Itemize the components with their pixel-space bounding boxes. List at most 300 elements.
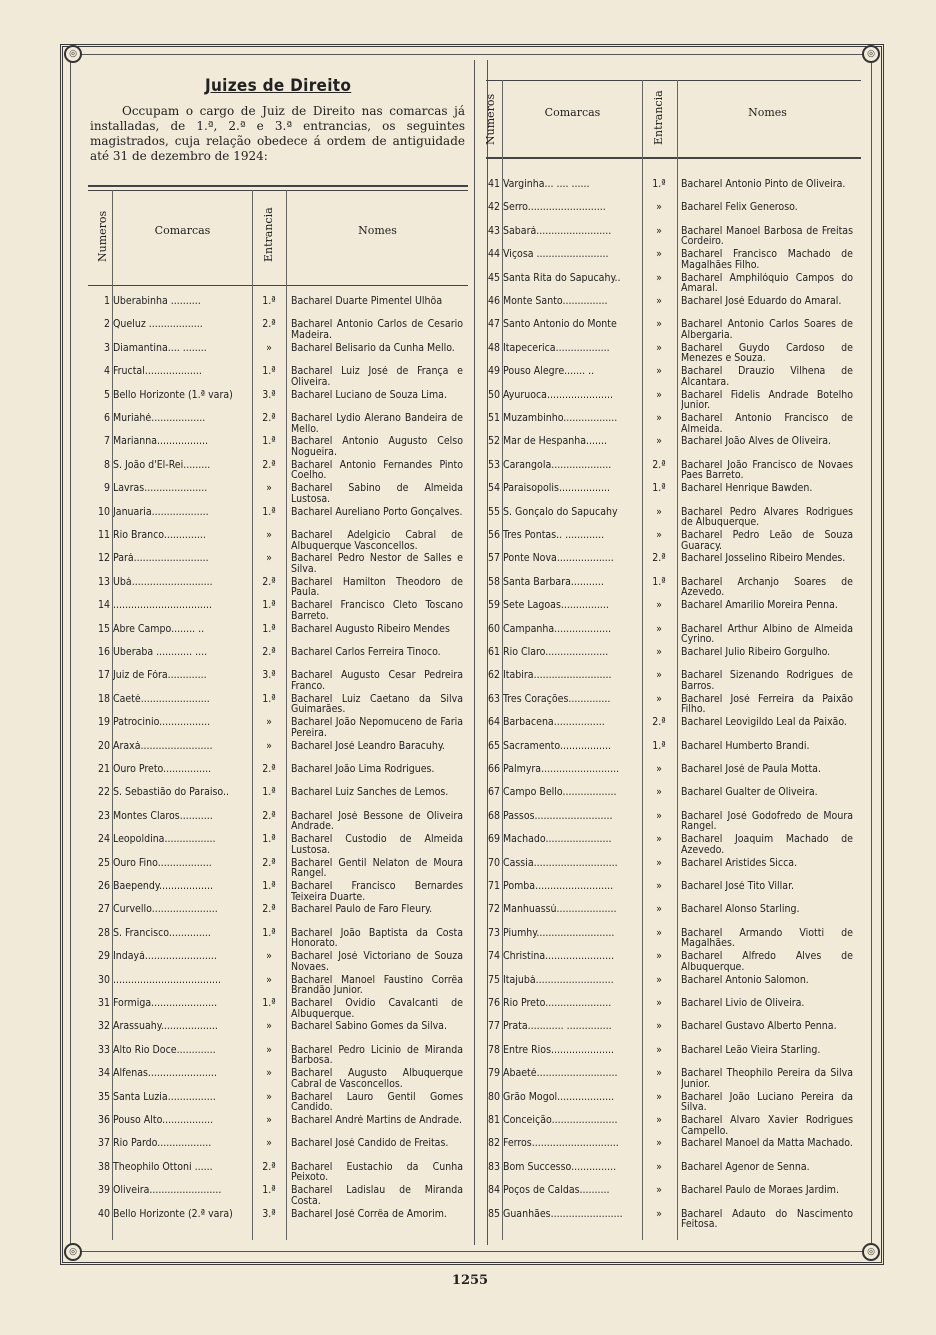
row-entrancia: 2.ª xyxy=(262,576,276,588)
row-entrancia: » xyxy=(656,202,662,214)
row-nome: Bacharel Antonio Salomon. xyxy=(681,974,809,986)
row-nome: Bacharel Pedro Nestor de Salles e Silva. xyxy=(291,553,463,575)
row-comarca: Leopoldina................. xyxy=(113,834,216,846)
table-row xyxy=(88,577,468,600)
row-entrancia: 1.ª xyxy=(652,483,666,495)
row-entrancia: » xyxy=(656,506,662,518)
row-entrancia: » xyxy=(656,904,662,916)
row-number: 67 xyxy=(487,787,500,799)
header-nomes: Nomes xyxy=(358,224,397,237)
table-row xyxy=(478,436,858,459)
row-entrancia: » xyxy=(656,1115,662,1126)
row-number: 77 xyxy=(487,1021,500,1033)
row-number: 58 xyxy=(487,576,500,588)
table-row xyxy=(478,273,858,296)
row-number: 49 xyxy=(487,366,500,378)
row-number: 5 xyxy=(103,389,110,401)
table-row xyxy=(478,460,858,483)
row-entrancia: » xyxy=(266,1091,272,1103)
row-number: 71 xyxy=(487,881,500,892)
row-entrancia: » xyxy=(266,1068,272,1080)
row-number: 63 xyxy=(487,693,500,705)
row-nome: Bacharel José Ferreira da Paixão Filho. xyxy=(681,693,853,715)
row-nome: Bacharel Belisario da Cunha Mello. xyxy=(291,342,455,354)
row-nome: Bacharel Francisco Cleto Toscano Barreto. xyxy=(291,600,463,622)
row-comarca: Viçosa ........................ xyxy=(503,249,609,261)
table-row xyxy=(478,343,858,366)
row-nome: Bacharel Augusto Ribeiro Mendes xyxy=(291,623,450,635)
table-row xyxy=(478,647,858,670)
row-nome: Bacharel Francisco Machado de Magalhães Filho. xyxy=(681,249,853,271)
row-comarca: S. Sebastião do Paraiso.. xyxy=(113,787,230,799)
row-entrancia: 2.ª xyxy=(262,904,276,916)
row-comarca: Passos.......................... xyxy=(503,810,613,822)
table-row xyxy=(88,436,468,459)
table-row xyxy=(478,1092,858,1115)
row-nome: Bacharel Antonio Fernandes Pinto Coelho. xyxy=(291,459,463,481)
row-entrancia: » xyxy=(656,787,662,799)
table-row xyxy=(88,881,468,904)
row-number: 62 xyxy=(487,670,500,682)
table-row xyxy=(88,717,468,740)
row-comarca: Barbacena................. xyxy=(503,717,605,729)
table-row xyxy=(478,507,858,530)
row-comarca: Arassuahy................... xyxy=(113,1021,218,1033)
row-nome: Bacharel Amphilóquio Campos do Amaral. xyxy=(681,272,853,294)
row-entrancia: » xyxy=(656,810,662,822)
table-row xyxy=(478,179,858,202)
row-comarca: Rio Branco.............. xyxy=(113,530,206,541)
row-number: 13 xyxy=(97,576,110,588)
table-row xyxy=(478,811,858,834)
row-entrancia: 2.ª xyxy=(652,717,666,729)
row-number: 59 xyxy=(487,600,500,612)
row-number: 30 xyxy=(97,974,110,986)
row-nome: Bacharel Armando Viotti de Magalhães. xyxy=(681,927,853,949)
table-row xyxy=(88,624,468,647)
row-nome: Bacharel Aristides Sicca. xyxy=(681,857,798,869)
row-nome: Bacharel Leão Vieira Starling. xyxy=(681,1044,821,1056)
row-comarca: Ferros............................. xyxy=(503,1138,619,1150)
row-nome: Bacharel Drauzio Vilhena de Alcantara. xyxy=(681,366,853,388)
row-number: 35 xyxy=(97,1091,110,1103)
row-entrancia: 2.ª xyxy=(262,857,276,869)
row-number: 24 xyxy=(97,834,110,846)
table-row xyxy=(88,1092,468,1115)
row-number: 42 xyxy=(487,202,500,214)
table-row xyxy=(88,858,468,881)
table-row xyxy=(88,460,468,483)
row-comarca: S. João d'El-Rei......... xyxy=(113,459,211,471)
table-row xyxy=(478,787,858,810)
row-entrancia: » xyxy=(656,1021,662,1033)
table-row xyxy=(478,1115,858,1138)
table-row xyxy=(478,202,858,225)
row-nome: Bacharel João Francisco de Novaes Paes Barreto. xyxy=(681,459,853,481)
row-number: 45 xyxy=(487,272,500,284)
row-comarca: Montes Claros........... xyxy=(113,810,213,822)
row-nome: Bacharel Antonio Pinto de Oliveira. xyxy=(681,179,846,190)
row-nome: Bacharel Pedro Leão de Souza Guaracy. xyxy=(681,530,853,551)
page-number: 1255 xyxy=(451,1273,489,1288)
row-number: 39 xyxy=(97,1185,110,1197)
row-nome: Bacharel Luiz José de França e Oliveira. xyxy=(291,366,463,388)
header-entrancia: Entrancia xyxy=(652,90,665,145)
row-comarca: Araxá........................ xyxy=(113,740,213,752)
row-comarca: Fructal................... xyxy=(113,366,202,378)
row-number: 34 xyxy=(97,1068,110,1080)
corner-ornament-icon: ◎ xyxy=(64,45,82,63)
row-comarca: ................................. xyxy=(113,600,212,612)
row-nome: Bacharel Francisco Bernardes Teixeira Duarte. xyxy=(291,881,463,902)
row-number: 84 xyxy=(487,1185,500,1197)
row-comarca: Guanhães........................ xyxy=(503,1208,623,1220)
row-number: 32 xyxy=(97,1021,110,1033)
row-entrancia: » xyxy=(656,1091,662,1103)
row-comarca: Patrocinio................. xyxy=(113,717,211,729)
row-number: 38 xyxy=(97,1161,110,1173)
row-number: 15 xyxy=(97,623,110,635)
header-nomes: Nomes xyxy=(748,106,787,119)
row-nome: Bacharel José Bessone de Oliveira Andrade. xyxy=(291,810,463,832)
row-nome: Bacharel Guydo Cardoso de Menezes e Souza. xyxy=(681,342,853,364)
table-row xyxy=(478,881,858,904)
row-number: 9 xyxy=(103,483,110,495)
row-comarca: Pomba.......................... xyxy=(503,881,614,892)
row-nome: Bacharel Gualter de Oliveira. xyxy=(681,787,818,798)
row-comarca: Serro.......................... xyxy=(503,202,606,214)
row-comarca: Pouso Alegre....... .. xyxy=(503,366,595,378)
table-row xyxy=(478,951,858,974)
row-nome: Bacharel Pedro Alvares Rodrigues de Albuquerque. xyxy=(681,506,853,528)
row-number: 11 xyxy=(97,530,110,541)
row-entrancia: » xyxy=(266,1021,272,1033)
row-comarca: Varginha... .... ...... xyxy=(503,179,590,190)
row-number: 81 xyxy=(487,1115,500,1126)
row-number: 73 xyxy=(487,927,500,939)
row-comarca: Palmyra.......................... xyxy=(503,764,620,775)
table-row xyxy=(478,413,858,436)
row-comarca: Uberaba ............ .... xyxy=(113,647,208,658)
row-number: 46 xyxy=(487,296,500,307)
row-entrancia: » xyxy=(656,225,662,237)
row-comarca: Campanha................... xyxy=(503,623,612,635)
row-entrancia: » xyxy=(656,530,662,541)
row-comarca: Grão Mogol................... xyxy=(503,1091,615,1103)
table-row xyxy=(88,1209,468,1232)
row-comarca: Carangola.................... xyxy=(503,459,612,471)
table-row xyxy=(478,764,858,787)
row-comarca: Caeté....................... xyxy=(113,693,210,705)
row-comarca: Lavras..................... xyxy=(113,483,208,495)
row-number: 4 xyxy=(103,366,110,378)
row-entrancia: » xyxy=(656,647,662,658)
table-row xyxy=(478,670,858,693)
row-comarca: Rio Pardo.................. xyxy=(113,1138,212,1150)
row-number: 50 xyxy=(487,389,500,401)
table-row xyxy=(88,998,468,1021)
row-comarca: Pouso Alto................. xyxy=(113,1115,214,1126)
table-row xyxy=(88,1162,468,1185)
table-row xyxy=(88,319,468,342)
row-comarca: Bello Horizonte (2.ª vara) xyxy=(113,1208,233,1220)
row-comarca: Itajubá.......................... xyxy=(503,974,614,986)
table-row xyxy=(478,1021,858,1044)
row-nome: Bacharel José de Paula Motta. xyxy=(681,764,821,775)
row-nome: Bacharel Adelgicio Cabral de Albuquerque Vasconcellos. xyxy=(291,530,463,551)
row-number: 31 xyxy=(97,998,110,1009)
row-comarca: Januaria................... xyxy=(113,506,209,518)
row-entrancia: » xyxy=(266,483,272,495)
row-nome: Bacharel Ovidio Cavalcanti de Albuquerque. xyxy=(291,998,463,1019)
row-comarca: Juiz de Fóra............. xyxy=(113,670,207,682)
row-entrancia: » xyxy=(266,1138,272,1150)
table-row xyxy=(88,694,468,717)
row-number: 33 xyxy=(97,1044,110,1056)
table-row xyxy=(88,507,468,530)
row-entrancia: » xyxy=(656,1208,662,1220)
row-entrancia: 2.ª xyxy=(262,413,276,424)
row-entrancia: » xyxy=(266,342,272,354)
row-nome: Bacharel Manoel da Matta Machado. xyxy=(681,1138,853,1149)
row-comarca: Campo Bello.................. xyxy=(503,787,617,799)
table-row xyxy=(478,319,858,342)
header-entrancia: Entrancia xyxy=(262,207,275,262)
row-number: 40 xyxy=(97,1208,110,1220)
row-entrancia: » xyxy=(656,764,662,775)
row-nome: Bacharel José Victoriano de Souza Novaes. xyxy=(291,951,463,973)
row-nome: Bacharel José Godofredo de Moura Rangel. xyxy=(681,810,853,832)
table-row xyxy=(88,834,468,857)
header-comarcas: Comarcas xyxy=(154,224,211,237)
table-row xyxy=(88,904,468,927)
row-number: 18 xyxy=(97,693,110,705)
corner-ornament-icon: ◎ xyxy=(862,45,880,63)
table-row xyxy=(478,226,858,249)
row-entrancia: » xyxy=(656,857,662,869)
row-nome: Bacharel Josselino Ribeiro Mendes. xyxy=(681,553,846,564)
table-row xyxy=(88,764,468,787)
row-number: 12 xyxy=(97,553,110,565)
row-nome: Bacharel Paulo de Faro Fleury. xyxy=(291,904,433,915)
row-comarca: Alfenas....................... xyxy=(113,1068,217,1080)
table-row xyxy=(88,951,468,974)
row-nome: Bacharel Augusto Albuquerque Cabral de Vasconcellos. xyxy=(291,1068,463,1090)
row-nome: Bacharel Leovigildo Leal da Paixão. xyxy=(681,717,847,728)
row-nome: Bacharel Paulo de Moraes Jardim. xyxy=(681,1185,839,1196)
table-row xyxy=(478,717,858,740)
row-number: 44 xyxy=(487,249,500,261)
table-row xyxy=(478,1045,858,1068)
row-comarca: Bom Successo............... xyxy=(503,1161,617,1173)
row-comarca: Cassia............................ xyxy=(503,857,618,869)
row-entrancia: » xyxy=(656,600,662,612)
row-number: 74 xyxy=(487,951,500,963)
row-entrancia: 2.ª xyxy=(262,647,276,658)
table-row xyxy=(478,577,858,600)
row-entrancia: » xyxy=(656,436,662,448)
row-number: 80 xyxy=(487,1091,500,1103)
table-row xyxy=(478,834,858,857)
row-number: 65 xyxy=(487,740,500,752)
table-row xyxy=(478,600,858,623)
row-nome: Bacharel José Candido de Freitas. xyxy=(291,1138,449,1149)
row-number: 19 xyxy=(97,717,110,729)
row-nome: Bacharel Antonio Carlos Soares de Albergaria. xyxy=(681,319,853,341)
row-entrancia: 1.ª xyxy=(262,506,276,518)
row-comarca: Curvello...................... xyxy=(113,904,218,916)
row-comarca: Queluz .................. xyxy=(113,319,203,331)
row-number: 79 xyxy=(487,1068,500,1080)
row-entrancia: 3.ª xyxy=(262,670,276,682)
row-entrancia: 2.ª xyxy=(262,810,276,822)
row-entrancia: » xyxy=(656,1044,662,1056)
row-entrancia: 2.ª xyxy=(262,319,276,331)
row-number: 37 xyxy=(97,1138,110,1150)
table-row xyxy=(478,624,858,647)
row-comarca: Machado...................... xyxy=(503,834,612,846)
table-row xyxy=(478,530,858,553)
table-row xyxy=(478,694,858,717)
table-row xyxy=(478,1138,858,1161)
row-entrancia: 1.ª xyxy=(262,1185,276,1197)
row-entrancia: 1.ª xyxy=(652,740,666,752)
row-nome: Bacharel José Eduardo do Amaral. xyxy=(681,296,842,307)
table-row xyxy=(478,249,858,272)
table-row xyxy=(88,1138,468,1161)
row-number: 10 xyxy=(97,506,110,518)
row-number: 48 xyxy=(487,342,500,354)
row-number: 21 xyxy=(97,764,110,775)
table-row xyxy=(478,1209,858,1232)
row-number: 56 xyxy=(487,530,500,541)
corner-ornament-icon: ◎ xyxy=(862,1243,880,1261)
row-nome: Bacharel Eustachio da Cunha Peixoto. xyxy=(291,1161,463,1183)
row-nome: Bacharel Luiz Caetano da Silva Guimarães. xyxy=(291,693,463,715)
row-comarca: Santa Rita do Sapucahy.. xyxy=(503,272,621,284)
row-nome: Bacharel João Lima Rodrigues. xyxy=(291,764,435,775)
row-comarca: Ubá........................... xyxy=(113,576,213,588)
row-entrancia: » xyxy=(656,366,662,378)
intro-paragraph: Occupam o cargo de Juiz de Direito nas comarcas já installadas, de 1.ª, 2.ª e 3.ª entrancias, os seguintes magistrados, cuja relação obedece á ordem de antiguidade até 31 de dezembro de 1924: xyxy=(90,104,465,163)
row-entrancia: » xyxy=(656,296,662,307)
row-nome: Bacharel Hamilton Theodoro de Paula. xyxy=(291,576,463,598)
row-nome: Bacharel Henrique Bawden. xyxy=(681,483,813,494)
row-entrancia: » xyxy=(656,1068,662,1080)
row-comarca: Christina....................... xyxy=(503,951,615,963)
row-nome: Bacharel Felix Generoso. xyxy=(681,202,798,213)
table-row xyxy=(478,1162,858,1185)
row-nome: Bacharel Gustavo Alberto Penna. xyxy=(681,1021,837,1032)
row-number: 85 xyxy=(487,1208,500,1220)
row-comarca: Paraisopolis................. xyxy=(503,483,610,495)
row-comarca: Santa Luzia................ xyxy=(113,1091,216,1103)
row-entrancia: » xyxy=(656,389,662,401)
row-entrancia: » xyxy=(656,1138,662,1150)
row-nome: Bacharel Sabino Gomes da Silva. xyxy=(291,1021,447,1032)
row-nome: Bacharel João Nepomuceno de Faria Pereira. xyxy=(291,717,463,739)
row-number: 57 xyxy=(487,553,500,565)
row-nome: Bacharel Archanjo Soares de Azevedo. xyxy=(681,576,853,598)
row-comarca: S. Gonçalo do Sapucahy xyxy=(503,506,618,518)
table-row xyxy=(478,904,858,927)
row-nome: Bacharel Alonso Starling. xyxy=(681,904,800,915)
row-comarca: Itapecerica.................. xyxy=(503,342,610,354)
row-comarca: .................................... xyxy=(113,974,221,986)
row-entrancia: 1.ª xyxy=(262,623,276,635)
table-row xyxy=(478,741,858,764)
table-row xyxy=(88,787,468,810)
row-comarca: Sacramento................. xyxy=(503,740,611,752)
row-entrancia: 1.ª xyxy=(652,179,666,190)
row-number: 75 xyxy=(487,974,500,986)
header-rule xyxy=(88,285,468,286)
row-comarca: Baependy.................. xyxy=(113,881,213,892)
row-entrancia: 1.ª xyxy=(262,693,276,705)
row-number: 26 xyxy=(97,881,110,892)
row-number: 36 xyxy=(97,1115,110,1126)
row-nome: Bacharel João Baptista da Costa Honorato. xyxy=(291,927,463,949)
row-entrancia: » xyxy=(656,272,662,284)
row-number: 2 xyxy=(103,319,110,331)
header-numeros: Numeros xyxy=(96,210,109,262)
row-entrancia: 1.ª xyxy=(262,436,276,448)
row-nome: Bacharel Humberto Brandi. xyxy=(681,740,810,752)
row-nome: Bacharel Augusto Cesar Pedreira Franco. xyxy=(291,670,463,692)
row-nome: Bacharel Agenor de Senna. xyxy=(681,1161,810,1173)
row-number: 72 xyxy=(487,904,500,916)
row-nome: Bacharel José Corrêa de Amorim. xyxy=(291,1208,447,1220)
row-entrancia: 1.ª xyxy=(262,366,276,378)
table-row xyxy=(478,390,858,413)
row-comarca: Monte Santo............... xyxy=(503,296,608,307)
row-number: 66 xyxy=(487,764,500,775)
row-comarca: Itabira.......................... xyxy=(503,670,612,682)
row-comarca: Mar de Hespanha....... xyxy=(503,436,608,448)
row-comarca: S. Francisco.............. xyxy=(113,927,211,939)
table-row xyxy=(88,390,468,413)
row-number: 23 xyxy=(97,810,110,822)
row-nome: Bacharel Ladislau de Miranda Costa. xyxy=(291,1185,463,1207)
row-nome: Bacharel Aureliano Porto Gonçalves. xyxy=(291,506,463,518)
row-number: 69 xyxy=(487,834,500,846)
row-number: 51 xyxy=(487,413,500,424)
row-number: 8 xyxy=(103,459,110,471)
table-row xyxy=(88,343,468,366)
row-comarca: Indayá........................ xyxy=(113,951,217,963)
row-comarca: Muriahé.................. xyxy=(113,413,206,424)
row-entrancia: 1.ª xyxy=(262,998,276,1009)
page-title: Juizes de Direito xyxy=(205,76,352,96)
row-number: 53 xyxy=(487,459,500,471)
row-entrancia: 1.ª xyxy=(262,881,276,892)
row-nome: Bacharel Alfredo Alves de Albuquerque. xyxy=(681,951,853,973)
table-row xyxy=(88,1068,468,1091)
table-row xyxy=(478,928,858,951)
header-comarcas: Comarcas xyxy=(544,106,601,119)
row-nome: Bacharel Livio de Oliveira. xyxy=(681,998,805,1009)
table-row xyxy=(88,670,468,693)
row-nome: Bacharel Lauro Gentil Gomes Candido. xyxy=(291,1091,463,1113)
row-entrancia: 2.ª xyxy=(262,459,276,471)
row-entrancia: » xyxy=(266,553,272,565)
row-nome: Bacharel Sabino de Almeida Lustosa. xyxy=(291,483,463,505)
row-comarca: Ouro Preto................ xyxy=(113,764,212,775)
row-number: 82 xyxy=(487,1138,500,1150)
header-rule xyxy=(88,190,468,191)
row-entrancia: » xyxy=(266,530,272,541)
row-entrancia: » xyxy=(266,740,272,752)
